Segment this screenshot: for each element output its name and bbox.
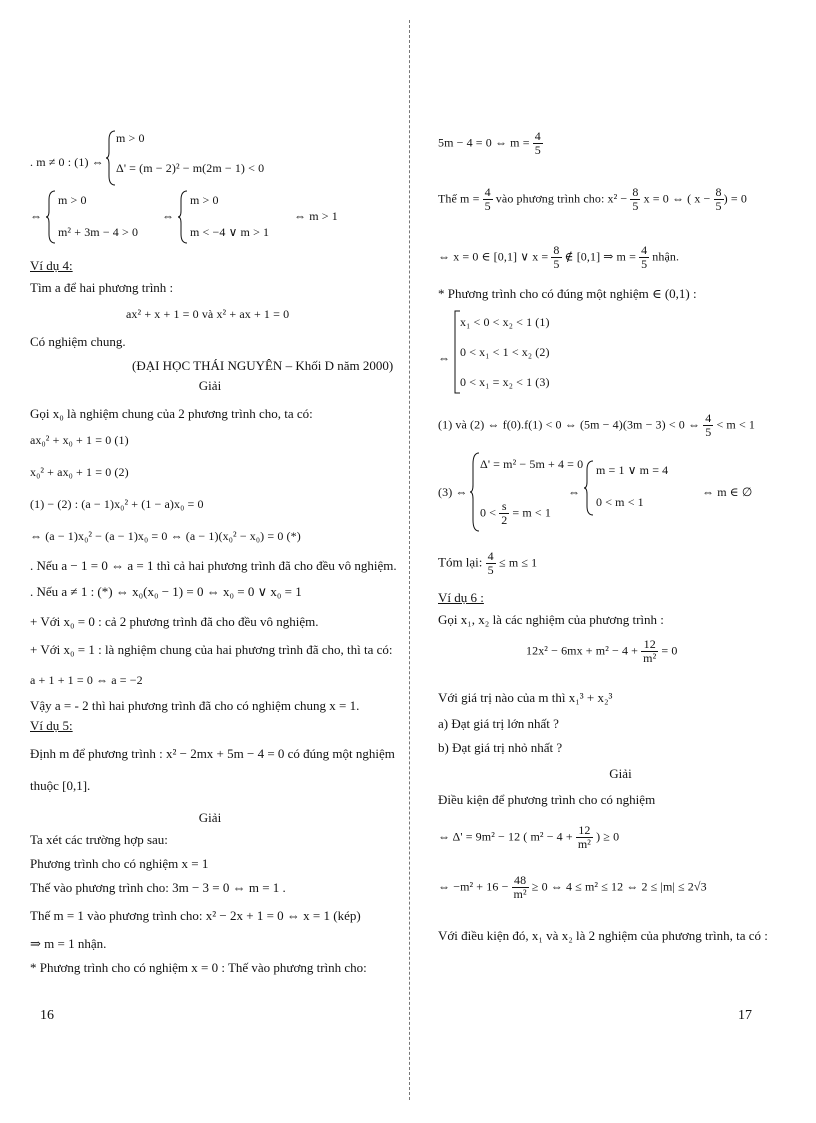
example-5-title: Ví dụ 5: <box>30 718 73 733</box>
text-line: Với điều kiện đó, x₁ và x₂ là 2 nghiệm của phương trình, ta có : <box>438 928 768 943</box>
text-line: ⇒ m = 1 nhận. <box>30 936 107 951</box>
text-line: b) Đạt giá trị nhỏ nhất ? <box>438 740 563 755</box>
eq-line: m = 1 ∨ m = 4 <box>596 463 669 477</box>
solution-heading: Giải <box>609 766 632 781</box>
system-brace <box>178 190 188 244</box>
system-brace <box>584 460 594 516</box>
eq-line: 0 < $\frac{s}{2}$ = m < 1 <box>480 499 551 527</box>
text-line: Phương trình cho có nghiệm x = 1 <box>30 856 209 871</box>
text-line: + Với x₀ = 0 : cả 2 phương trình đã cho đều vô nghiệm. <box>30 614 319 629</box>
eq-line: Thế m = $\frac{4}{5}$ vào phương trình cho: x² − $\frac{8}{5}$ x = 0 ⇔ ( x − $\frac{8}{5}$ ) = 0 <box>438 185 747 213</box>
eq-line: 0 < x₁ < 1 < x₂ (2) <box>460 345 550 359</box>
eq-line: m < −4 ∨ m > 1 <box>190 225 270 239</box>
eq-equiv: ⇔ <box>568 485 581 499</box>
page-fold-line <box>409 20 410 1100</box>
example-6-title: Ví dụ 6 : <box>438 590 484 605</box>
eq-result: ⇔ m ∈ ∅ <box>702 485 753 499</box>
eq-line: ⇔ (a − 1)x₀² − (a − 1)x₀ = 0 ⇔ (a − 1)(x₀² − x₀) = 0 (*) <box>30 529 301 543</box>
eq-line: 0 < m < 1 <box>596 495 644 509</box>
eq-line: a + 1 + 1 = 0 ⇔ a = −2 <box>30 673 143 687</box>
text-line: Thế m = 1 vào phương trình cho: x² − 2x + 1 = 0 ⇔ x = 1 (kép) <box>30 908 361 923</box>
eq-line: Δ' = m² − 5m + 4 = 0 <box>480 457 584 471</box>
eq-line: ⇔ Δ' = 9m² − 12 ( m² − 4 + $\frac{12}{\text{m²}}$ ) ≥ 0 <box>438 823 620 851</box>
summary-line: Tóm lại: $\frac{4}{5}$ ≤ m ≤ 1 <box>438 549 538 577</box>
eq-equiv: ⇔ <box>162 209 175 223</box>
text-line: Vậy a = - 2 thì hai phương trình đã cho có nghiệm chung x = 1. <box>30 698 360 713</box>
eq-line: ax² + x + 1 = 0 và x² + ax + 1 = 0 <box>126 307 290 321</box>
eq-line: x₁ < 0 < x₂ < 1 (1) <box>460 315 550 329</box>
solution-heading: Giải <box>198 810 222 825</box>
text-line: Ta xét các trường hợp sau: <box>30 832 168 847</box>
text-line: . Nếu a ≠ 1 : (*) ⇔ x₀(x₀ − 1) = 0 ⇔ x₀ = 0 ∨ x₀ = 1 <box>30 584 302 599</box>
text-line: a) Đạt giá trị lớn nhất ? <box>438 716 559 731</box>
page-number-right: 17 <box>738 1008 752 1023</box>
text-line: . Nếu a − 1 = 0 ⇔ a = 1 thì cả hai phương trình đã cho đều vô nghiệm. <box>30 558 397 573</box>
text-line: * Phương trình cho có nghiệm x = 0 : Thế vào phương trình cho: <box>30 960 367 975</box>
source-citation: (ĐẠI HỌC THÁI NGUYÊN – Khối D năm 2000) <box>132 358 394 373</box>
eq-line: m > 0 <box>116 131 145 145</box>
eq-line: (1) − (2) : (a − 1)x₀² + (1 − a)x₀ = 0 <box>30 497 204 511</box>
text-line: * Phương trình cho có đúng một nghiệm ∈ (0,1) : <box>438 286 697 301</box>
eq-line: x₀² + ax₀ + 1 = 0 (2) <box>30 465 129 479</box>
text-line: Có nghiệm chung. <box>30 334 126 349</box>
eq-equiv: ⇔ <box>438 351 451 365</box>
solution-heading: Giải <box>198 378 222 393</box>
system-brace <box>106 130 116 186</box>
text-line: Thế vào phương trình cho: 3m − 3 = 0 ⇔ m = 1 . <box>30 880 286 895</box>
text-line: Điều kiện để phương trình cho có nghiệm <box>438 792 656 807</box>
system-brace <box>470 452 480 532</box>
eq-line: ⇔ −m² + 16 − $\frac{48}{\text{m²}}$ ≥ 0 ⇔ 4 ≤ m² ≤ 12 ⇔ 2 ≤ |m| ≤ 2√3 <box>438 873 707 901</box>
eq-case-m-nonzero: . m ≠ 0 : (1) ⇔ <box>30 155 104 169</box>
eq-line: (1) và (2) ⇔ f(0).f(1) < 0 ⇔ (5m − 4)(3m − 3) < 0 ⇔ $\frac{4}{5}$ < m < 1 <box>438 411 756 439</box>
system-brace <box>46 190 56 244</box>
text-line: Gọi x₁, x₂ là các nghiệm của phương trình : <box>438 612 664 627</box>
eq-line: 0 < x₁ = x₂ < 1 (3) <box>460 375 550 389</box>
eq-line: 12x² − 6mx + m² − 4 + $\frac{12}{\text{m²}}$ = 0 <box>526 637 678 665</box>
eq-case-3: (3) ⇔ <box>438 485 468 499</box>
example-4-title: Ví dụ 4: <box>30 258 73 273</box>
eq-line: m² + 3m − 4 > 0 <box>58 225 139 239</box>
text-line: thuộc [0,1]. <box>30 778 91 793</box>
text-line: Gọi x₀ là nghiệm chung của 2 phương trình cho, ta có: <box>30 406 313 421</box>
text-line: + Với x₀ = 1 : là nghiệm chung của hai phương trình đã cho, thì ta có: <box>30 642 393 657</box>
eq-equiv: ⇔ <box>30 209 43 223</box>
eq-line: ⇔ x = 0 ∈ [0,1] ∨ x = $\frac{8}{5}$ ∉ [0,1] ⇒ m = $\frac{4}{5}$ nhận. <box>438 243 680 271</box>
page-number-left: 16 <box>40 1008 54 1023</box>
text-line: Tìm a để hai phương trình : <box>30 280 174 295</box>
text-line: Định m để phương trình : x² − 2mx + 5m − 4 = 0 có đúng một nghiệm <box>30 746 395 761</box>
eq-line: 5m − 4 = 0 ⇔ m = $\frac{4}{5}$ <box>438 129 541 157</box>
eq-line: m > 0 <box>190 193 219 207</box>
eq-line: Δ' = (m − 2)² − m(2m − 1) < 0 <box>116 161 265 175</box>
eq-result: ⇔ m > 1 <box>294 209 338 223</box>
eq-line: m > 0 <box>58 193 87 207</box>
eq-line: ax₀² + x₀ + 1 = 0 (1) <box>30 433 129 447</box>
text-line: Với giá trị nào của m thì x₁³ + x₂³ <box>438 690 613 705</box>
